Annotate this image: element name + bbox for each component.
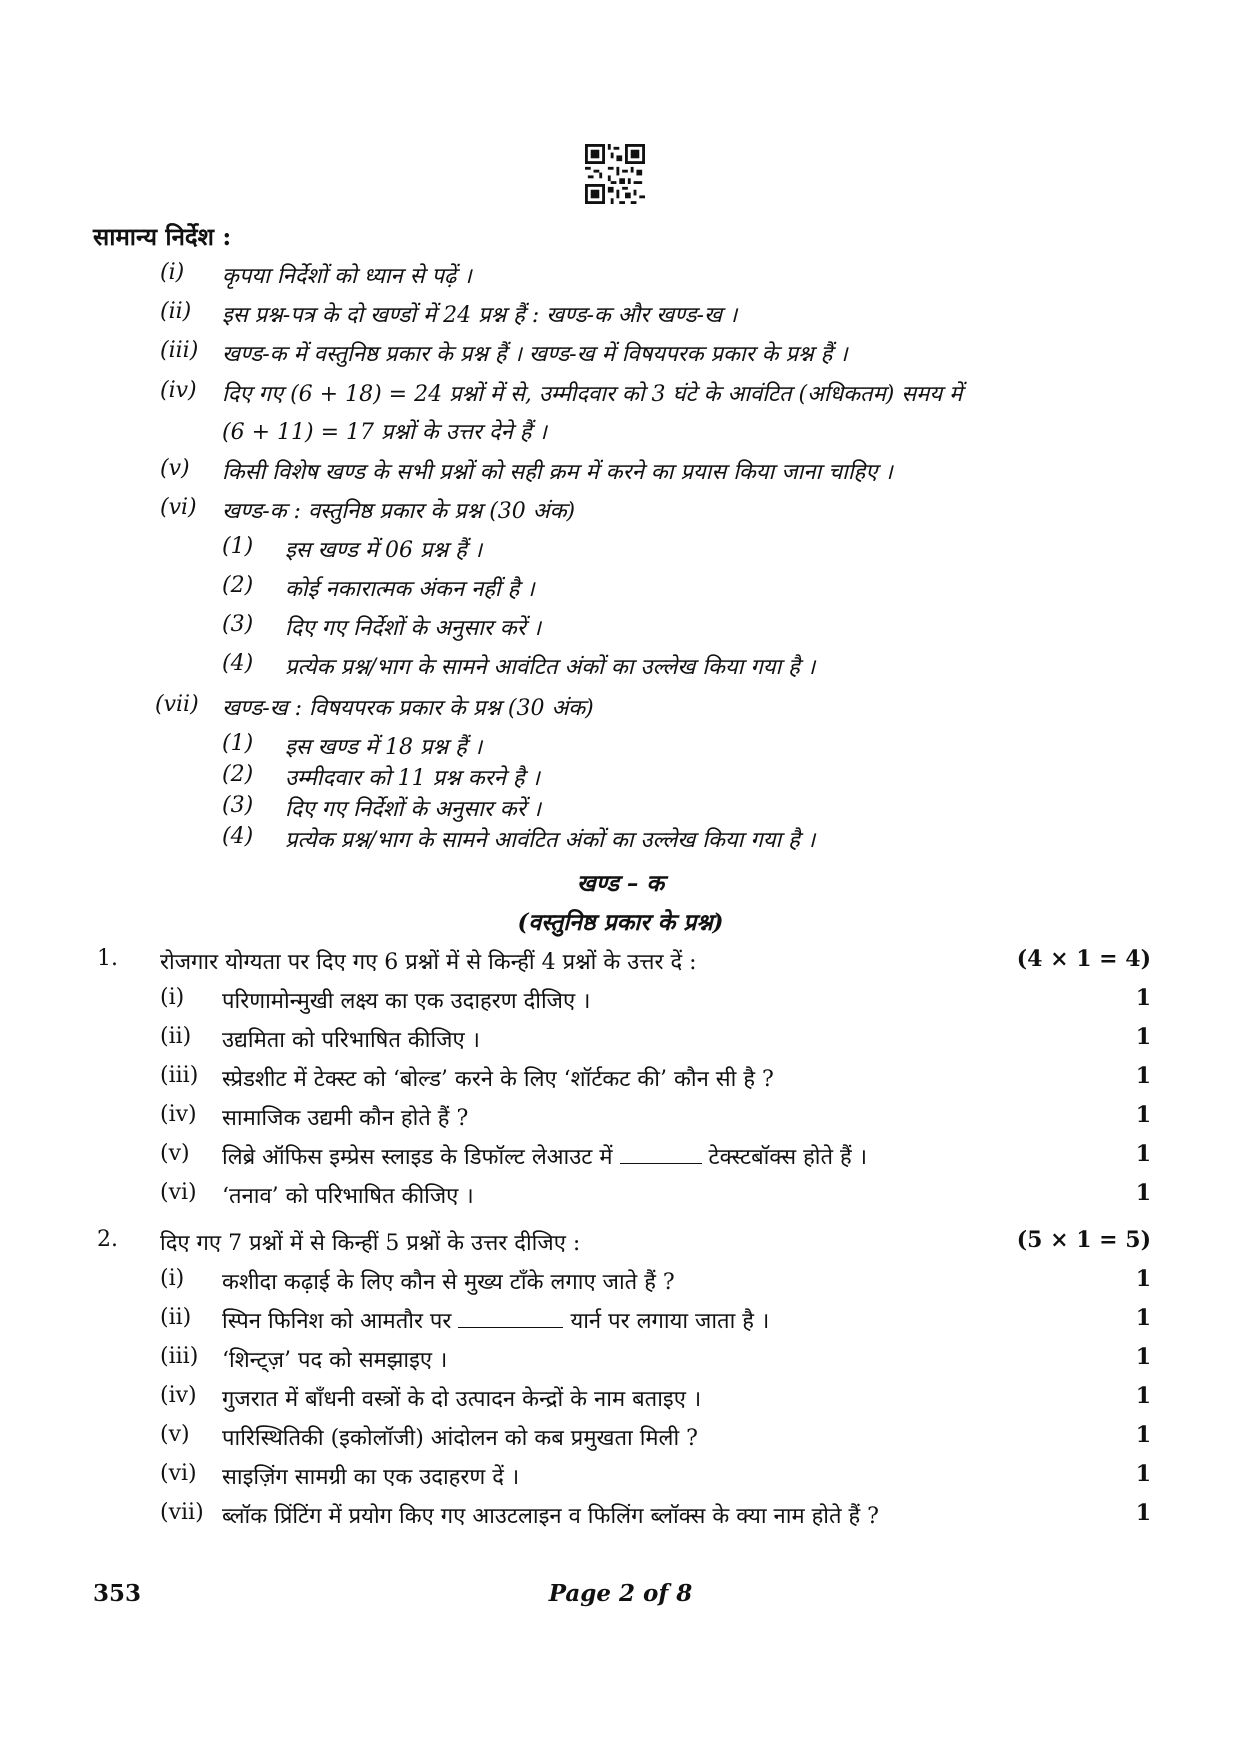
part-number: (v) — [160, 1422, 190, 1447]
instruction-number: (vi) — [160, 495, 197, 520]
sub-instruction-text: इस खण्ड में 06 प्रश्न हैं । — [285, 538, 483, 563]
part-text-after: टेक्स्टबॉक्स होते हैं । — [708, 1145, 868, 1170]
section-title: खण्ड – क — [576, 870, 665, 897]
fill-in-blank — [458, 1309, 563, 1328]
instruction-number: (vii) — [155, 692, 199, 717]
instruction-text: खण्ड-क में वस्तुनिष्ठ प्रकार के प्रश्न हैं । खण्ड-ख में विषयपरक प्रकार के प्रश्न हैं । — [222, 342, 848, 367]
part-number: (vi) — [160, 1180, 197, 1205]
question-marks: (5 × 1 = 5) — [1016, 1227, 1151, 1253]
part-mark: 1 — [1135, 1102, 1151, 1128]
part-text: साइज़िंग सामग्री का एक उदाहरण दें । — [222, 1465, 520, 1490]
part-mark: 1 — [1135, 985, 1151, 1011]
part-text-before: स्पिन फिनिश को आमतौर पर — [222, 1309, 452, 1334]
sub-instruction-text: दिए गए निर्देशों के अनुसार करें । — [285, 797, 542, 822]
instruction-text: इस प्रश्न-पत्र के दो खण्डों में 24 प्रश्न हैं : खण्ड-क और खण्ड-ख । — [222, 303, 738, 328]
part-number: (v) — [160, 1141, 190, 1166]
part-mark: 1 — [1135, 1024, 1151, 1050]
part-number: (iv) — [160, 1383, 197, 1408]
part-number: (iv) — [160, 1102, 197, 1127]
instruction-number: (v) — [160, 456, 190, 481]
paper-code: 353 — [93, 1580, 142, 1607]
part-text: स्प्रेडशीट में टेक्स्ट को ‘बोल्ड’ करने के लिए ‘शॉर्टकट की’ कौन सी है ? — [222, 1067, 774, 1092]
part-text: पारिस्थितिकी (इकोलॉजी) आंदोलन को कब प्रमुखता मिली ? — [222, 1426, 698, 1451]
sub-instruction-number: (3) — [222, 612, 254, 637]
part-number: (iii) — [160, 1063, 199, 1088]
part-text: सामाजिक उद्यमी कौन होते हैं ? — [222, 1106, 469, 1131]
question-marks: (4 × 1 = 4) — [1016, 946, 1151, 972]
part-mark: 1 — [1135, 1383, 1151, 1409]
instruction-number: (i) — [160, 260, 185, 285]
sub-instruction-number: (2) — [222, 573, 254, 598]
part-text: परिणामोन्मुखी लक्ष्य का एक उदाहरण दीजिए । — [222, 989, 591, 1014]
fill-in-blank — [620, 1145, 702, 1164]
part-text: ब्लॉक प्रिंटिंग में प्रयोग किए गए आउटलाइन व फिलिंग ब्लॉक्स के क्या नाम होते हैं ? — [222, 1504, 879, 1529]
part-text: कशीदा कढ़ाई के लिए कौन से मुख्य टाँके लगाए जाते हैं ? — [222, 1270, 675, 1295]
question-text: रोजगार योग्यता पर दिए गए 6 प्रश्नों में से किन्हीं 4 प्रश्नों के उत्तर दें : — [160, 950, 697, 975]
sub-instruction-text: इस खण्ड में 18 प्रश्न हैं । — [285, 735, 483, 760]
sub-instruction-number: (4) — [222, 651, 254, 676]
part-mark: 1 — [1135, 1305, 1151, 1331]
part-mark: 1 — [1135, 1461, 1151, 1487]
part-number: (i) — [160, 1266, 185, 1291]
part-mark: 1 — [1135, 1500, 1151, 1526]
part-number: (ii) — [160, 1305, 192, 1330]
part-number: (vi) — [160, 1461, 197, 1486]
sub-instruction-number: (3) — [222, 793, 254, 818]
part-text-before: लिब्रे ऑफिस इम्प्रेस स्लाइड के डिफॉल्ट लेआउट में — [222, 1145, 613, 1170]
instruction-text: कृपया निर्देशों को ध्यान से पढ़ें । — [222, 264, 472, 289]
question-number: 1. — [97, 946, 118, 971]
sub-instruction-number: (2) — [222, 762, 254, 787]
part-text: उद्यमिता को परिभाषित कीजिए । — [222, 1028, 481, 1053]
part-text — [222, 1141, 867, 1171]
sub-instruction-text: उम्मीदवार को 11 प्रश्न करने है । — [285, 766, 540, 791]
instruction-text-continued: (6 + 11) = 17 प्रश्नों के उत्तर देने हैं । — [222, 420, 547, 445]
part-number: (ii) — [160, 1024, 192, 1049]
part-mark: 1 — [1135, 1141, 1151, 1167]
part-number: (i) — [160, 985, 185, 1010]
section-subtitle: (वस्तुनिष्ठ प्रकार के प्रश्न) — [517, 909, 724, 936]
instruction-number: (iii) — [160, 338, 199, 363]
sub-instruction-text: दिए गए निर्देशों के अनुसार करें । — [285, 616, 542, 641]
part-number: (iii) — [160, 1344, 199, 1369]
general-instructions-heading: सामान्य निर्देश : — [93, 222, 232, 251]
question-number: 2. — [97, 1227, 118, 1252]
part-text: ‘तनाव’ को परिभाषित कीजिए । — [222, 1184, 474, 1209]
part-text — [222, 1305, 769, 1335]
sub-instruction-text: प्रत्येक प्रश्न/भाग के सामने आवंटित अंकों का उल्लेख किया गया है । — [285, 655, 816, 680]
instruction-number: (iv) — [160, 378, 197, 403]
part-text: ‘शिन्ट्ज़’ पद को समझाइए । — [222, 1348, 448, 1373]
part-text: गुजरात में बाँधनी वस्त्रों के दो उत्पादन केन्द्रों के नाम बताइए । — [222, 1387, 702, 1412]
part-text-after: यार्न पर लगाया जाता है । — [570, 1309, 770, 1334]
instruction-text: किसी विशेष खण्ड के सभी प्रश्नों को सही क्रम में करने का प्रयास किया जाना चाहिए । — [222, 460, 893, 485]
instruction-text: दिए गए (6 + 18) = 24 प्रश्नों में से, उम्मीदवार को 3 घंटे के आवंटित (अधिकतम) समय में — [222, 382, 963, 407]
sub-instruction-number: (1) — [222, 534, 254, 559]
part-mark: 1 — [1135, 1344, 1151, 1370]
sub-instruction-text: प्रत्येक प्रश्न/भाग के सामने आवंटित अंकों का उल्लेख किया गया है । — [285, 828, 816, 853]
qr-code — [585, 144, 645, 204]
instruction-text: खण्ड-ख : विषयपरक प्रकार के प्रश्न (30 अंक) — [222, 696, 594, 721]
instruction-text: खण्ड-क : वस्तुनिष्ठ प्रकार के प्रश्न (30 अंक) — [222, 499, 576, 524]
sub-instruction-text: कोई नकारात्मक अंकन नहीं है । — [285, 577, 535, 602]
part-mark: 1 — [1135, 1063, 1151, 1089]
instruction-number: (ii) — [160, 299, 192, 324]
sub-instruction-number: (4) — [222, 824, 254, 849]
part-mark: 1 — [1135, 1180, 1151, 1206]
part-mark: 1 — [1135, 1266, 1151, 1292]
part-number: (vii) — [160, 1500, 204, 1525]
page-number: Page 2 of 8 — [548, 1580, 693, 1607]
part-mark: 1 — [1135, 1422, 1151, 1448]
sub-instruction-number: (1) — [222, 731, 254, 756]
question-text: दिए गए 7 प्रश्नों में से किन्हीं 5 प्रश्नों के उत्तर दीजिए : — [160, 1231, 581, 1256]
